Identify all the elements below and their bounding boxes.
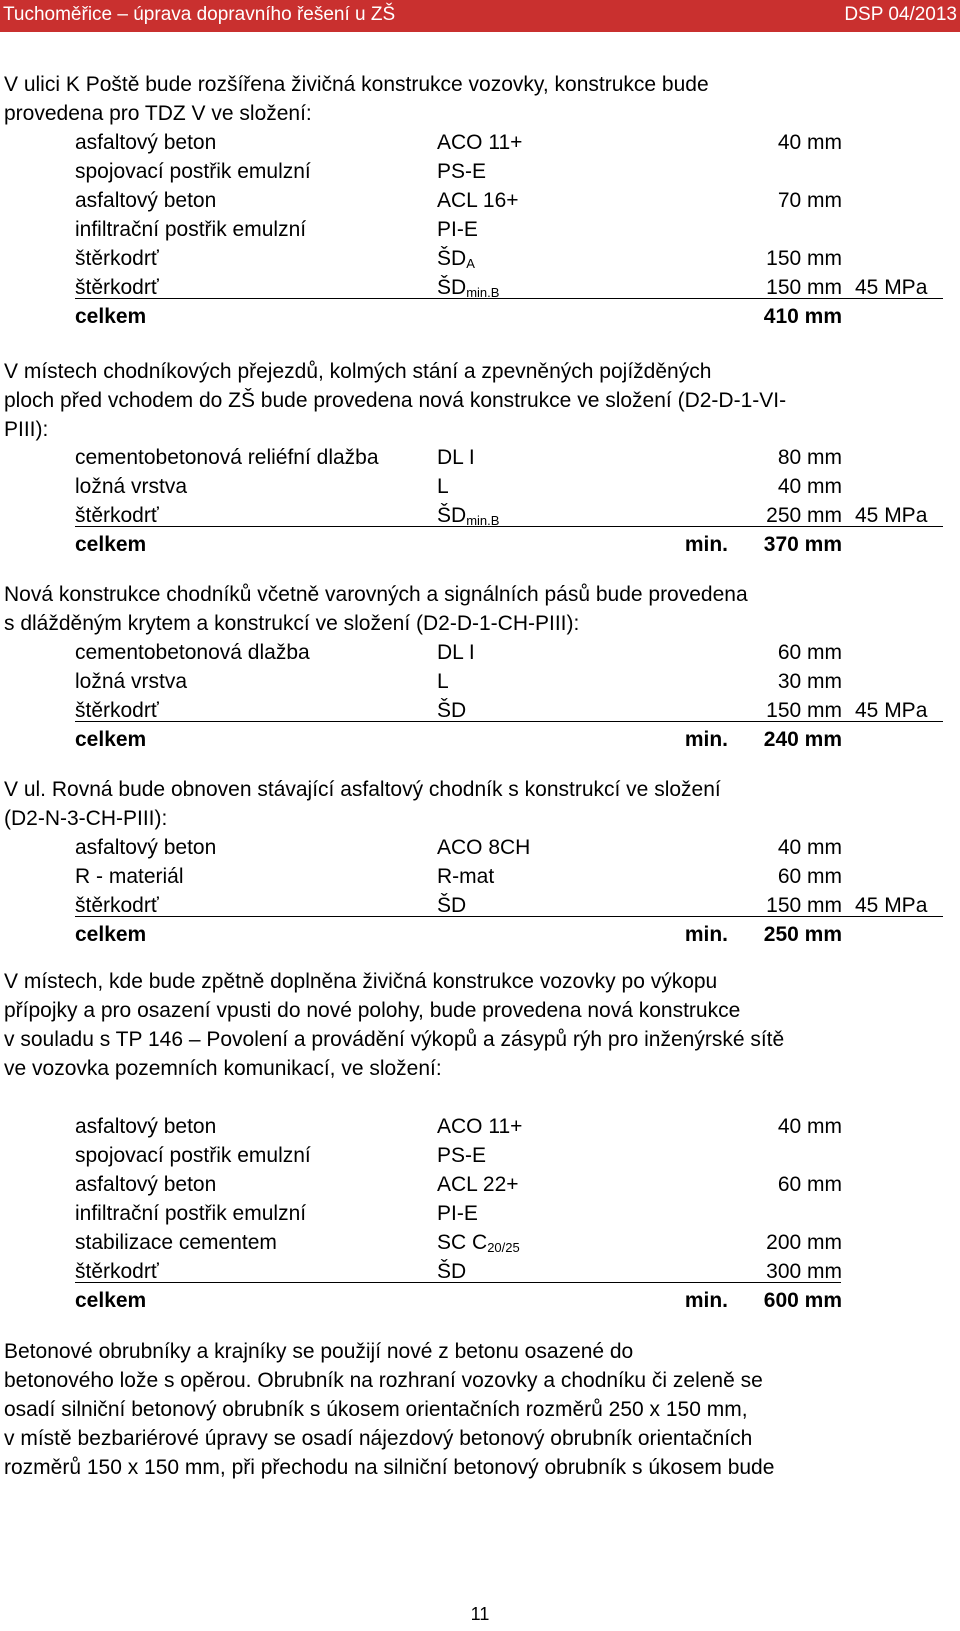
layer-code	[437, 186, 519, 215]
layer-code	[437, 833, 530, 862]
layer-row	[0, 501, 960, 530]
layer-code	[437, 1141, 486, 1170]
total-value: 600 mm	[763, 1289, 842, 1312]
layer-thickness: 200 mm	[766, 1231, 842, 1254]
layer-table	[0, 833, 960, 949]
paragraph-line: V místech, kde bude zpětně doplněna živičná konstrukce vozovky po výkopu	[4, 970, 718, 993]
layer-code-text: ŠD	[437, 276, 467, 299]
layer-code-text: ŠD	[437, 504, 467, 527]
layer-code-text: DL I	[437, 446, 475, 469]
layer-row	[0, 186, 960, 215]
layer-code	[437, 638, 475, 667]
layer-row	[0, 215, 960, 244]
layer-row	[0, 1170, 960, 1199]
layer-code-subscript: 20/25	[487, 1240, 520, 1255]
layer-code-text: PI-E	[437, 1202, 478, 1225]
layer-code-text: PI-E	[437, 218, 478, 241]
layer-modulus: 45 MPa	[855, 504, 928, 527]
paragraph-line: betonového lože s opěrou. Obrubník na rozhraní vozovky a chodníku či zeleně se	[4, 1369, 763, 1392]
layer-code	[437, 1199, 478, 1228]
layer-code-text: ŠD	[437, 894, 467, 917]
layer-code-text: PS-E	[437, 160, 487, 183]
layer-row	[0, 1228, 960, 1257]
layer-thickness: 40 mm	[777, 1115, 842, 1138]
layer-name: spojovací postřik emulzní	[75, 1144, 311, 1167]
layer-code	[437, 157, 486, 186]
layer-code	[437, 696, 466, 725]
layer-thickness: 40 mm	[777, 836, 842, 859]
document-title: Tuchoměřice – úprava dopravního řešení u ZŠ	[3, 4, 396, 25]
layer-row	[0, 472, 960, 501]
layer-code-text: ACO 11+	[437, 1115, 523, 1138]
layer-name: ložná vrstva	[75, 475, 188, 498]
section-intro	[4, 357, 958, 444]
layer-code-text: PS-E	[437, 1144, 487, 1167]
layer-row	[0, 1257, 960, 1286]
layer-code-subscript: min.B	[466, 285, 500, 300]
layer-thickness: 40 mm	[777, 131, 842, 154]
layer-thickness: 70 mm	[777, 189, 842, 212]
layer-code	[437, 472, 449, 501]
layer-code-text: ACL 16+	[437, 189, 519, 212]
layer-name: štěrkodrť	[75, 276, 159, 299]
layer-name: stabilizace cementem	[75, 1231, 277, 1254]
closing-paragraph	[4, 1337, 958, 1482]
layer-name: infiltrační postřik emulzní	[75, 218, 307, 241]
total-min: min.	[684, 923, 728, 946]
layer-thickness: 300 mm	[766, 1260, 842, 1283]
layer-thickness: 80 mm	[777, 446, 842, 469]
total-row	[0, 920, 960, 949]
layer-name: asfaltový beton	[75, 189, 217, 212]
layer-thickness: 30 mm	[777, 670, 842, 693]
layer-name: štěrkodrť	[75, 504, 159, 527]
layer-row	[0, 157, 960, 186]
total-label: celkem	[75, 1289, 147, 1312]
total-label: celkem	[75, 305, 147, 328]
total-row	[0, 302, 960, 331]
paragraph-line: V místech chodníkových přejezdů, kolmých stání a zpevněných pojížděných	[4, 360, 712, 383]
layer-row	[0, 891, 960, 920]
layer-code-text: ŠD	[437, 247, 467, 270]
layer-row	[0, 1199, 960, 1228]
layer-name: štěrkodrť	[75, 894, 159, 917]
total-label: celkem	[75, 728, 147, 751]
total-min: min.	[684, 728, 728, 751]
layer-thickness: 150 mm	[766, 276, 842, 299]
layer-row	[0, 1112, 960, 1141]
section-intro	[4, 580, 958, 638]
layer-name: R - materiál	[75, 865, 184, 888]
total-min: min.	[684, 1289, 728, 1312]
paragraph-line: provedena pro TDZ V ve složení:	[4, 102, 312, 125]
total-value: 250 mm	[763, 923, 842, 946]
layer-name: asfaltový beton	[75, 836, 217, 859]
layer-code	[437, 443, 475, 472]
layer-row	[0, 443, 960, 472]
total-value: 370 mm	[763, 533, 842, 556]
paragraph-line: osadí silniční betonový obrubník s úkosem orientačních rozměrů 250 x 150 mm,	[4, 1398, 748, 1421]
layer-row	[0, 638, 960, 667]
layer-row	[0, 1141, 960, 1170]
total-value: 410 mm	[763, 305, 842, 328]
layer-name: asfaltový beton	[75, 1115, 217, 1138]
layer-name: štěrkodrť	[75, 699, 159, 722]
layer-row	[0, 128, 960, 157]
layer-code-text: DL I	[437, 641, 475, 664]
layer-code	[437, 1257, 466, 1286]
paragraph-line: V ul. Rovná bude obnoven stávající asfaltový chodník s konstrukcí ve složení	[4, 778, 721, 801]
layer-name: cementobetonová reliéfní dlažba	[75, 446, 379, 469]
total-row	[0, 725, 960, 754]
layer-thickness: 60 mm	[777, 865, 842, 888]
layer-name: asfaltový beton	[75, 131, 217, 154]
layer-modulus: 45 MPa	[855, 699, 928, 722]
paragraph-line: v souladu s TP 146 – Povolení a provádění výkopů a zásypů rýh pro inženýrské sítě	[4, 1028, 785, 1051]
layer-code-text: ACO 8CH	[437, 836, 531, 859]
layer-name: asfaltový beton	[75, 1173, 217, 1196]
layer-code-text: ŠD	[437, 1260, 467, 1283]
layer-table	[0, 638, 960, 754]
paragraph-line: Betonové obrubníky a krajníky se použijí nové z betonu osazené do	[4, 1340, 634, 1363]
layer-modulus: 45 MPa	[855, 894, 928, 917]
document-code: DSP 04/2013	[844, 4, 957, 25]
paragraph-line: v místě bezbariérové úpravy se osadí nájezdový betonový obrubník orientačních	[4, 1427, 753, 1450]
page-number: 11	[470, 1604, 490, 1624]
layer-thickness: 150 mm	[766, 699, 842, 722]
layer-name: štěrkodrť	[75, 247, 159, 270]
layer-table	[0, 128, 960, 331]
layer-modulus: 45 MPa	[855, 276, 928, 299]
total-row	[0, 530, 960, 559]
paragraph-line: ploch před vchodem do ZŠ bude provedena nová konstrukce ve složení (D2-D-1-VI-	[4, 389, 787, 412]
layer-code	[437, 667, 449, 696]
layer-name: cementobetonová dlažba	[75, 641, 310, 664]
layer-table	[0, 1112, 960, 1315]
layer-table	[0, 443, 960, 559]
layer-code-subscript: A	[466, 256, 475, 271]
layer-row	[0, 833, 960, 862]
paragraph-line: přípojky a pro osazení vpusti do nové polohy, bude provedena nová konstrukce	[4, 999, 741, 1022]
page-header	[0, 0, 960, 32]
section-intro	[4, 967, 958, 1083]
layer-code-text: ACO 11+	[437, 131, 523, 154]
layer-code-text: ACL 22+	[437, 1173, 519, 1196]
layer-code	[437, 1112, 522, 1141]
total-value: 240 mm	[763, 728, 842, 751]
section-intro	[4, 775, 958, 833]
layer-thickness: 60 mm	[777, 1173, 842, 1196]
layer-code-text: L	[437, 475, 449, 498]
paragraph-line: rozměrů 150 x 150 mm, při přechodu na silniční betonový obrubník s úkosem bude	[4, 1456, 775, 1479]
paragraph-line: V ulici K Poště bude rozšířena živičná konstrukce vozovky, konstrukce bude	[4, 73, 709, 96]
layer-code-subscript: min.B	[466, 513, 500, 528]
layer-code-text: ŠD	[437, 699, 467, 722]
total-label: celkem	[75, 533, 147, 556]
layer-thickness: 250 mm	[766, 504, 842, 527]
layer-name: ložná vrstva	[75, 670, 188, 693]
total-min: min.	[684, 533, 728, 556]
layer-code	[437, 862, 494, 891]
layer-row	[0, 273, 960, 302]
layer-row	[0, 862, 960, 891]
layer-thickness: 150 mm	[766, 894, 842, 917]
layer-code	[437, 128, 522, 157]
layer-name: spojovací postřik emulzní	[75, 160, 311, 183]
layer-code	[437, 891, 466, 920]
total-row	[0, 1286, 960, 1315]
layer-thickness: 150 mm	[766, 247, 842, 270]
layer-code-text: R-mat	[437, 865, 495, 888]
layer-row	[0, 244, 960, 273]
layer-row	[0, 696, 960, 725]
paragraph-line: s dlážděným krytem a konstrukcí ve složení (D2-D-1-CH-PIII):	[4, 612, 580, 635]
layer-code	[437, 1170, 519, 1199]
layer-row	[0, 667, 960, 696]
layer-code-text: L	[437, 670, 449, 693]
paragraph-line: Nová konstrukce chodníků včetně varovných a signálních pásů bude provedena	[4, 583, 748, 606]
section-intro	[4, 70, 958, 128]
paragraph-line: (D2-N-3-CH-PIII):	[4, 807, 168, 830]
total-label: celkem	[75, 923, 147, 946]
layer-name: infiltrační postřik emulzní	[75, 1202, 307, 1225]
paragraph-line: ve vozovka pozemních komunikací, ve složení:	[4, 1057, 442, 1080]
layer-code-text: SC C	[437, 1231, 488, 1254]
layer-name: štěrkodrť	[75, 1260, 159, 1283]
layer-thickness: 60 mm	[777, 641, 842, 664]
layer-code	[437, 215, 478, 244]
layer-thickness: 40 mm	[777, 475, 842, 498]
paragraph-line: PIII):	[4, 418, 49, 441]
